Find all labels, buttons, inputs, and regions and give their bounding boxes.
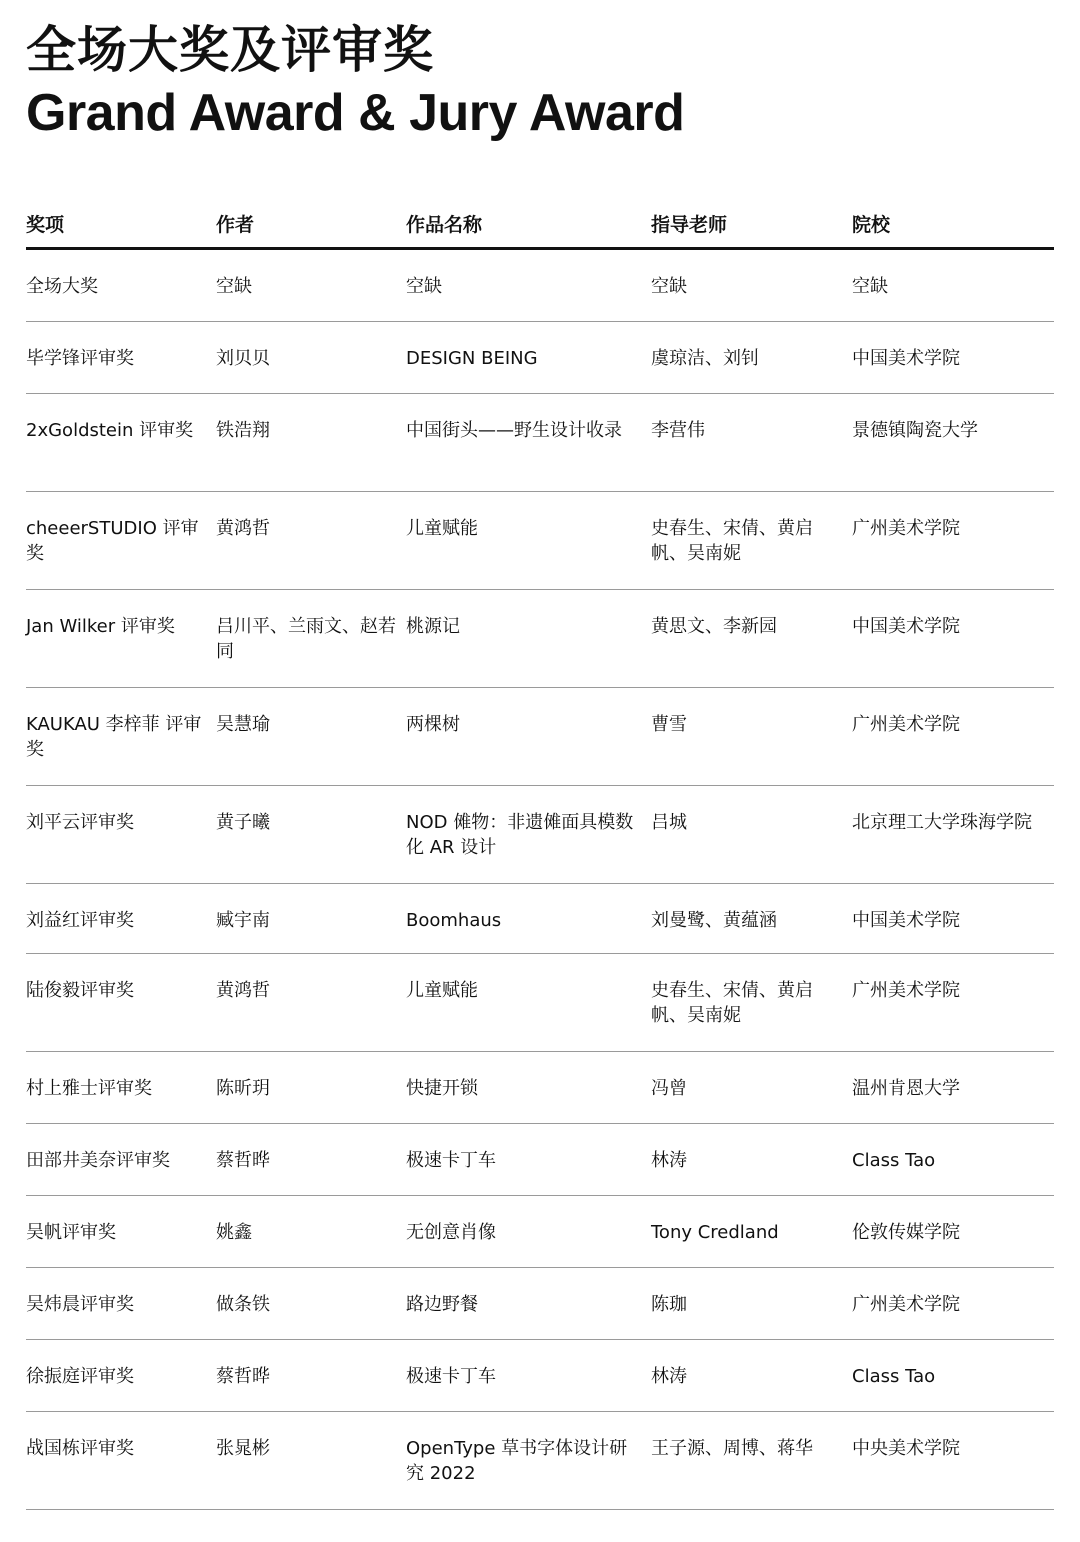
table-row	[26, 1268, 1054, 1340]
cell-work-title: NOD 傩物：非遗傩面具模数化 AR 设计	[406, 786, 651, 884]
cell-school: 北京理工大学珠海学院	[852, 786, 1054, 884]
cell-advisor: 刘曼鹭、黄蕴涵	[651, 884, 852, 954]
cell-award: 吴帆评审奖	[26, 1196, 216, 1268]
cell-award: 毕学锋评审奖	[26, 322, 216, 394]
cell-school: 中国美术学院	[852, 884, 1054, 954]
cell-work-title: 快捷开锁	[406, 1052, 651, 1124]
cell-author: 吴慧瑜	[216, 688, 406, 786]
cell-work-title: 极速卡丁车	[406, 1124, 651, 1196]
header-advisor: 指导老师	[651, 200, 852, 249]
cell-school: 景德镇陶瓷大学	[852, 394, 1054, 492]
cell-award: KAUKAU 李梓菲 评审奖	[26, 688, 216, 786]
cell-author: 刘贝贝	[216, 322, 406, 394]
table-row	[26, 249, 1054, 322]
cell-advisor: 吕城	[651, 786, 852, 884]
table-row	[26, 1340, 1054, 1412]
cell-award: 吴炜晨评审奖	[26, 1268, 216, 1340]
cell-author: 黄鸿哲	[216, 492, 406, 590]
cell-award: cheeerSTUDIO 评审奖	[26, 492, 216, 590]
cell-award: 刘平云评审奖	[26, 786, 216, 884]
cell-award: 战国栋评审奖	[26, 1412, 216, 1510]
cell-author: 空缺	[216, 249, 406, 322]
cell-work-title: 桃源记	[406, 590, 651, 688]
cell-advisor: Tony Credland	[651, 1196, 852, 1268]
title-block	[26, 18, 684, 144]
cell-school: 广州美术学院	[852, 492, 1054, 590]
table-row	[26, 1124, 1054, 1196]
cell-school: 中央美术学院	[852, 1412, 1054, 1510]
table-header-row	[26, 200, 1054, 249]
table-row	[26, 1412, 1054, 1510]
awards-table	[26, 200, 1054, 1510]
cell-school: 广州美术学院	[852, 688, 1054, 786]
cell-award: 全场大奖	[26, 249, 216, 322]
cell-work-title: 路边野餐	[406, 1268, 651, 1340]
cell-work-title: 中国街头——野生设计收录	[406, 394, 651, 492]
cell-author: 陈昕玥	[216, 1052, 406, 1124]
cell-author: 蔡哲晔	[216, 1124, 406, 1196]
cell-work-title: 两棵树	[406, 688, 651, 786]
cell-school: Class Tao	[852, 1124, 1054, 1196]
table-row	[26, 1052, 1054, 1124]
cell-author: 姚鑫	[216, 1196, 406, 1268]
cell-advisor: 曹雪	[651, 688, 852, 786]
cell-work-title: DESIGN BEING	[406, 322, 651, 394]
cell-advisor: 虞琼洁、刘钊	[651, 322, 852, 394]
cell-school: 广州美术学院	[852, 954, 1054, 1052]
cell-school: 中国美术学院	[852, 322, 1054, 394]
header-work-title: 作品名称	[406, 200, 651, 249]
cell-author: 臧宇南	[216, 884, 406, 954]
cell-advisor: 李营伟	[651, 394, 852, 492]
table-row	[26, 492, 1054, 590]
cell-advisor: 冯曾	[651, 1052, 852, 1124]
cell-award: Jan Wilker 评审奖	[26, 590, 216, 688]
cell-author: 蔡哲晔	[216, 1340, 406, 1412]
table-row	[26, 688, 1054, 786]
table-row	[26, 394, 1054, 492]
page-title-english: Grand Award & Jury Award	[26, 84, 685, 142]
cell-advisor: 王子源、周博、蒋华	[651, 1412, 852, 1510]
cell-advisor: 黄思文、李新园	[651, 590, 852, 688]
cell-school: Class Tao	[852, 1340, 1054, 1412]
cell-work-title: 无创意肖像	[406, 1196, 651, 1268]
cell-work-title: Boomhaus	[406, 884, 651, 954]
cell-work-title: 儿童赋能	[406, 954, 651, 1052]
cell-author: 吕川平、兰雨文、赵若同	[216, 590, 406, 688]
cell-work-title: 空缺	[406, 249, 651, 322]
header-author: 作者	[216, 200, 406, 249]
table-row	[26, 322, 1054, 394]
cell-author: 张晁彬	[216, 1412, 406, 1510]
cell-school: 空缺	[852, 249, 1054, 322]
cell-award: 刘益红评审奖	[26, 884, 216, 954]
page-title-chinese: 全场大奖及评审奖	[26, 21, 434, 79]
cell-work-title: OpenType 草书字体设计研究 2022	[406, 1412, 651, 1510]
cell-author: 做条铁	[216, 1268, 406, 1340]
cell-award: 徐振庭评审奖	[26, 1340, 216, 1412]
cell-advisor: 林涛	[651, 1340, 852, 1412]
cell-work-title: 极速卡丁车	[406, 1340, 651, 1412]
cell-award: 陆俊毅评审奖	[26, 954, 216, 1052]
cell-advisor: 林涛	[651, 1124, 852, 1196]
cell-advisor: 史春生、宋倩、黄启帆、吴南妮	[651, 954, 852, 1052]
cell-award: 村上雅士评审奖	[26, 1052, 216, 1124]
cell-author: 黄鸿哲	[216, 954, 406, 1052]
cell-school: 中国美术学院	[852, 590, 1054, 688]
cell-school: 温州肯恩大学	[852, 1052, 1054, 1124]
cell-author: 铁浩翔	[216, 394, 406, 492]
cell-school: 广州美术学院	[852, 1268, 1054, 1340]
header-award: 奖项	[26, 200, 216, 249]
cell-advisor: 史春生、宋倩、黄启帆、吴南妮	[651, 492, 852, 590]
header-school: 院校	[852, 200, 1054, 249]
table-row	[26, 954, 1054, 1052]
table-row	[26, 884, 1054, 954]
cell-award: 田部井美奈评审奖	[26, 1124, 216, 1196]
table-row	[26, 786, 1054, 884]
table-row	[26, 590, 1054, 688]
cell-award: 2xGoldstein 评审奖	[26, 394, 216, 492]
cell-author: 黄子曦	[216, 786, 406, 884]
cell-work-title: 儿童赋能	[406, 492, 651, 590]
cell-advisor: 空缺	[651, 249, 852, 322]
cell-advisor: 陈珈	[651, 1268, 852, 1340]
cell-school: 伦敦传媒学院	[852, 1196, 1054, 1268]
table-row	[26, 1196, 1054, 1268]
